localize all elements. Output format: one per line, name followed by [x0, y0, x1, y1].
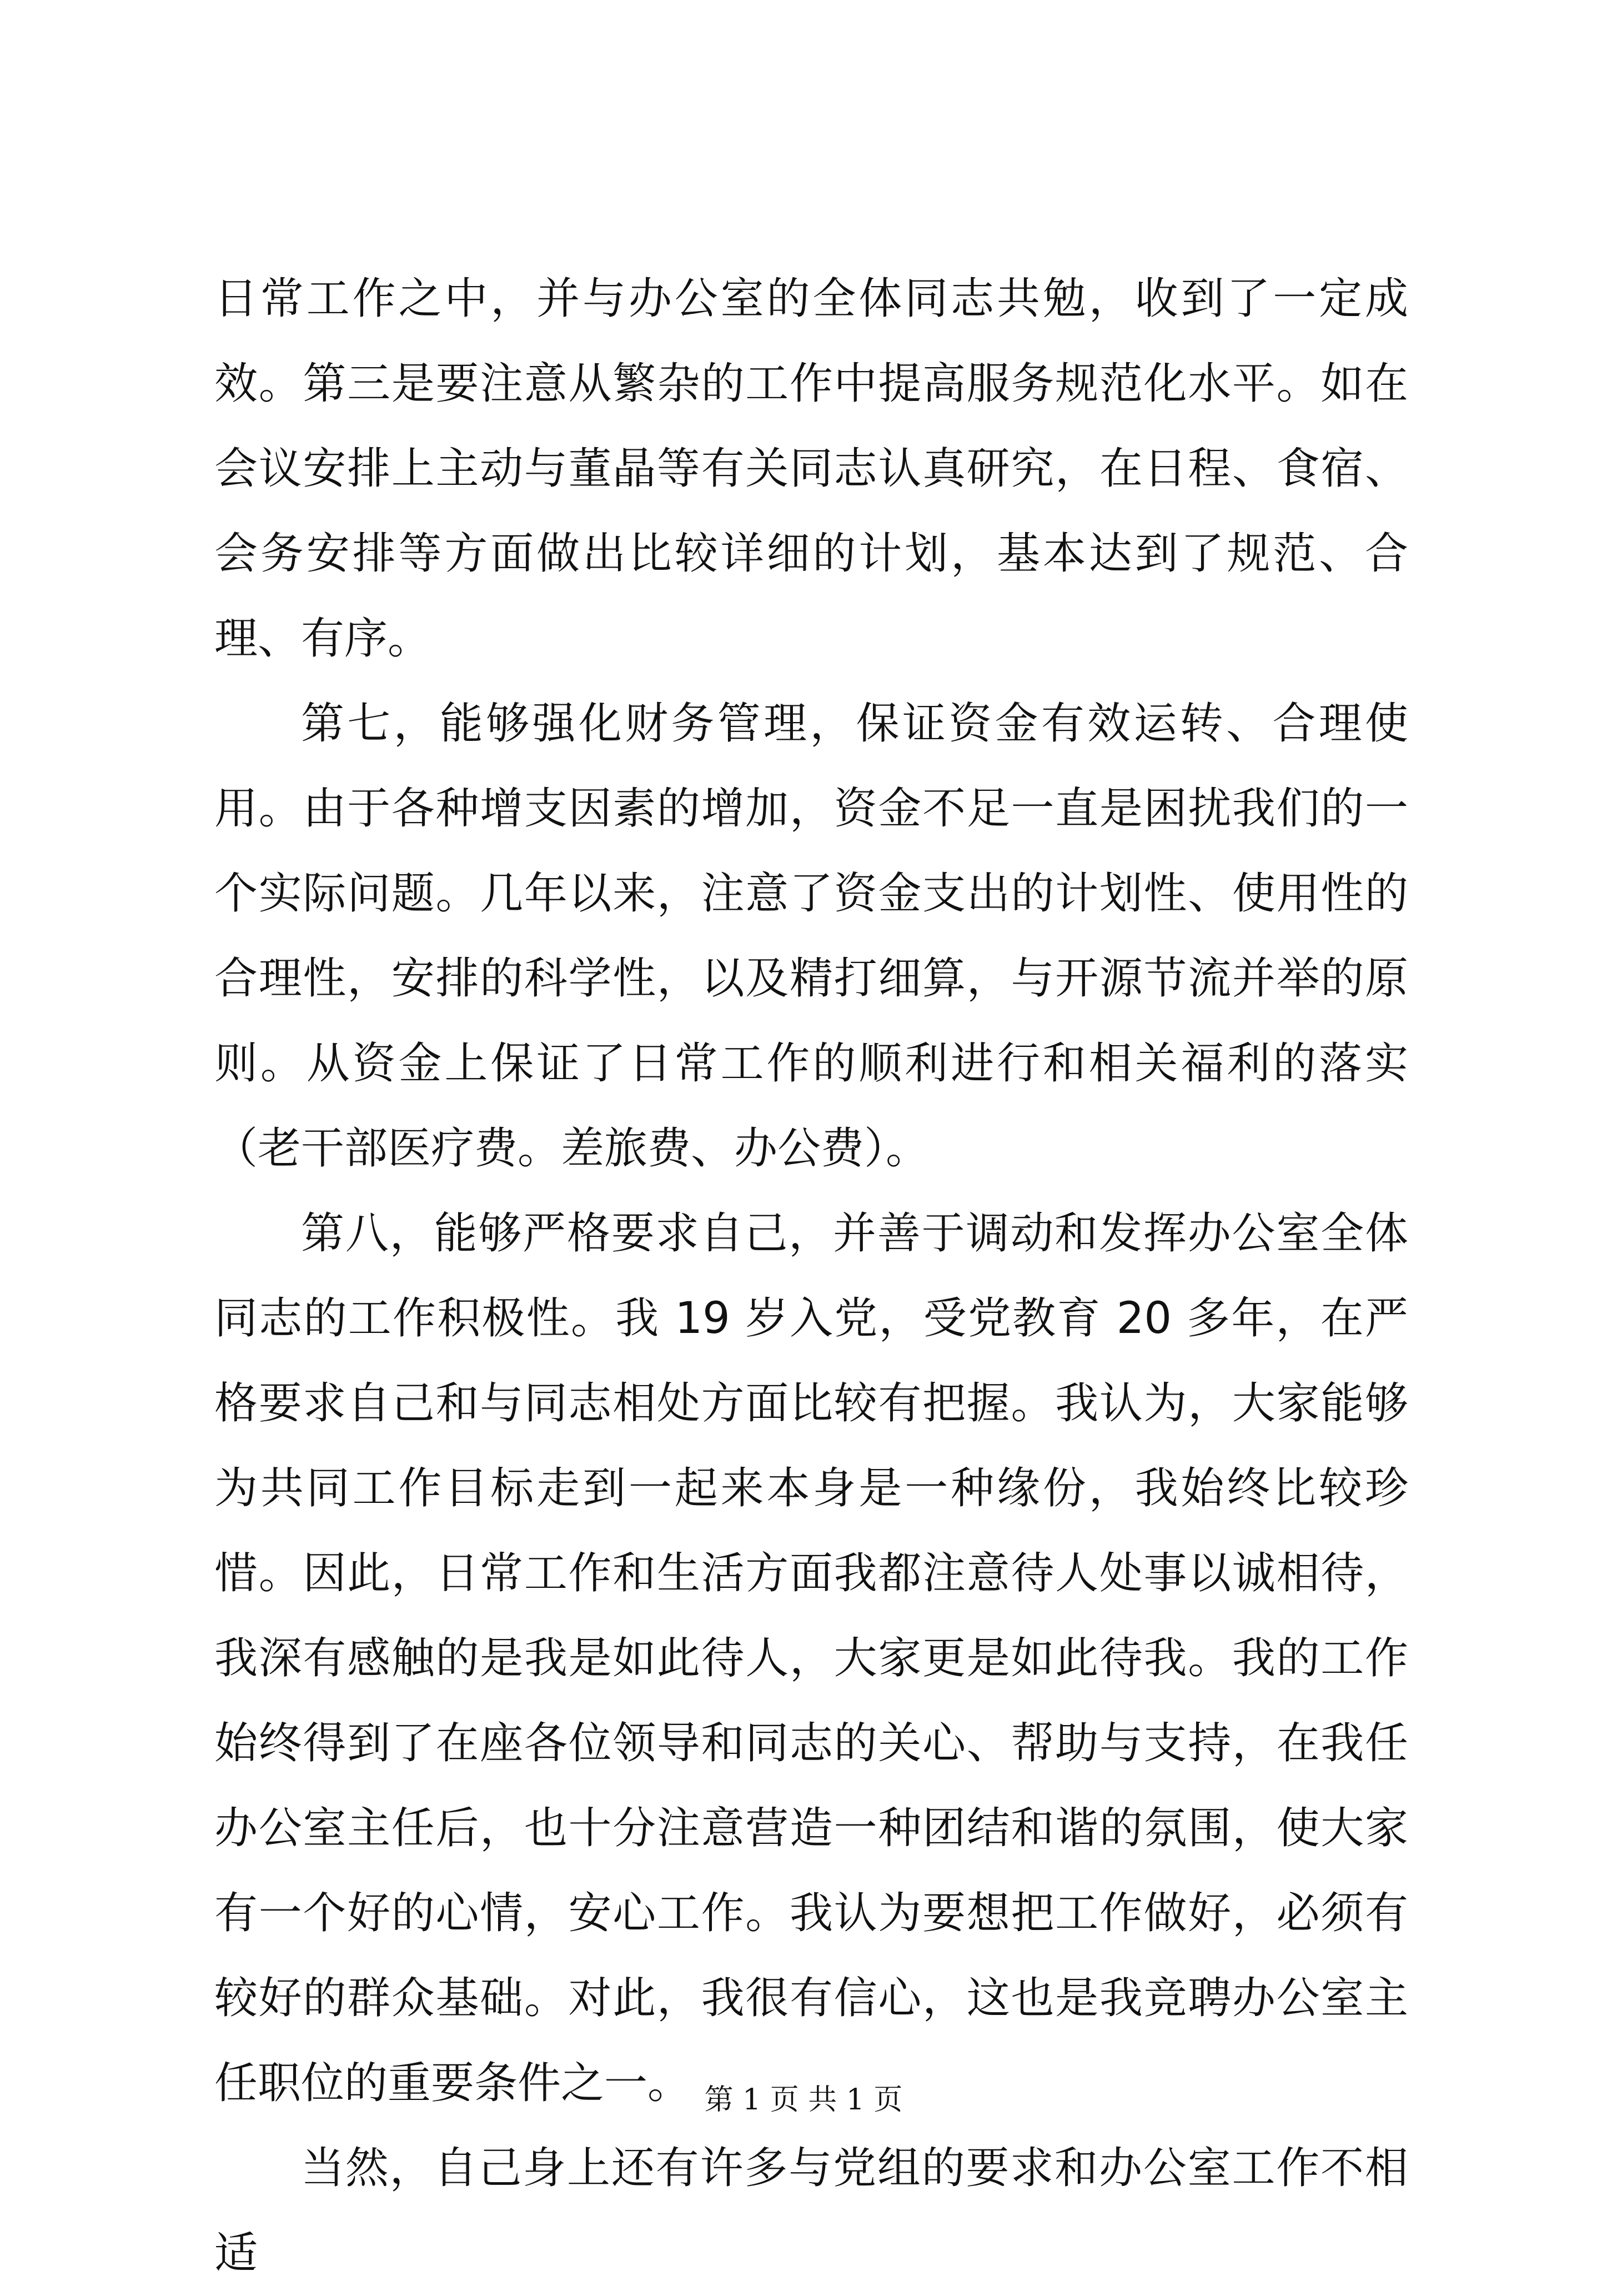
paragraph-1: 日常工作之中，并与办公室的全体同志共勉，收到了一定成效。第三是要注意从繁杂的工作中提高服务规范化水平。如在会议安排上主动与董晶等有关同志认真研究，在日程、食宿、会务安排等方面做出比较详细的计划，基本达到了规范、合理、有序。: [214, 274, 1408, 664]
paragraph-2: 第七，能够强化财务管理，保证资金有效运转、合理使用。由于各种增支因素的增加，资金不足一直是困扰我们的一个实际问题。几年以来，注意了资金支出的计划性、使用性的合理性，安排的科学性，以及精打细算，与开源节流并举的原则。从资金上保证了日常工作的顺利进行和相关福利的落实（老干部医疗费。差旅费、办公费）。: [214, 699, 1408, 1174]
paragraph-4: 当然，自己身上还有许多与党组的要求和办公室工作不相适: [214, 2143, 1408, 2278]
document-body: [214, 257, 1408, 2296]
page-footer: 第 1 页 共 1 页: [704, 2083, 903, 2117]
paragraph-3: 第八，能够严格要求自己，并善于调动和发挥办公室全体同志的工作积极性。我 19 岁入党，受党教育 20 多年，在严格要求自己和与同志相处方面比较有把握。我认为，大家能够为共同工作目标走到一起来本身是一种缘份，我始终比较珍惜。因此，日常工作和生活方面我都注意待人处事以诚相待，我深有感触的是我是如此待人，大家更是如此待我。我的工作始终得到了在座各位领导和同志的关心、帮助与支持，在我任办公室主任后，也十分注意营造一种团结和谐的氛围，使大家有一个好的心情，安心工作。我认为要想把工作做好，必须有较好的群众基础。对此，我很有信心，这也是我竞聘办公室主任职位的重要条件之一。: [214, 1209, 1408, 2108]
